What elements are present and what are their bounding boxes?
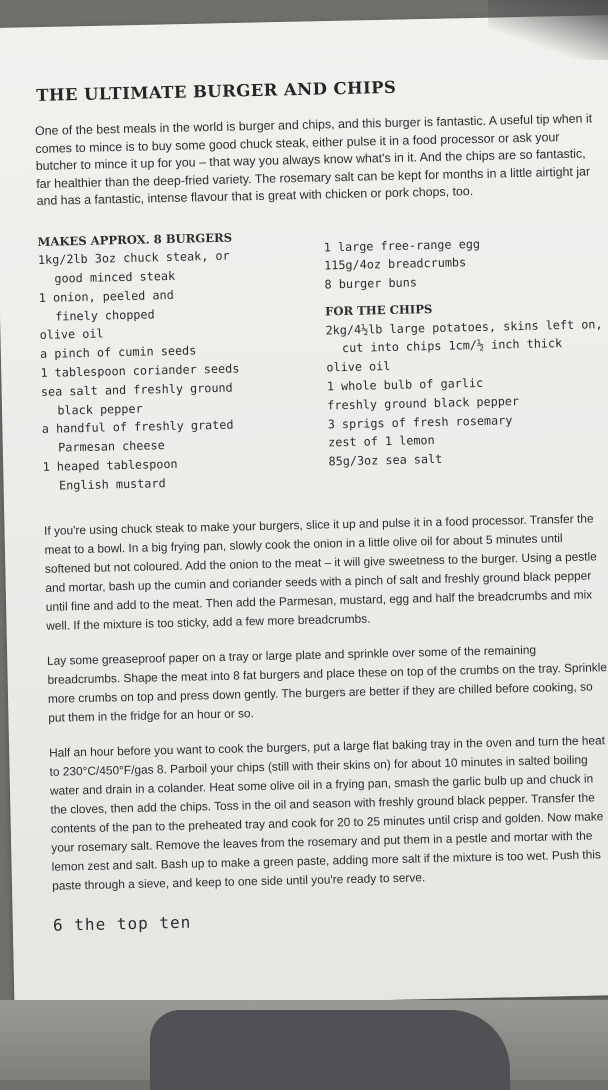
- ingredient-item: 1 whole bulb of garlic: [326, 375, 484, 394]
- ingredient-item: olive oil: [326, 359, 391, 375]
- ingredient-item: 1kg/2lb 3oz chuck steak, or good minced steak: [37, 248, 230, 286]
- ingredient-item: 3 sprigs of fresh rosemary: [327, 412, 513, 432]
- ingredient-item: freshly ground black pepper: [327, 393, 520, 413]
- ingredient-item: 115g/4oz breadcrumbs: [323, 255, 467, 273]
- ingredient-item: 1 large free-range egg: [323, 236, 481, 254]
- ingredient-item: 85g/3oz sea salt: [328, 452, 443, 469]
- ingredient-item: olive oil: [39, 326, 104, 343]
- ingredient-item: sea salt and freshly ground black pepper: [40, 380, 233, 418]
- method-paragraph: Half an hour before you want to cook the burgers, put a large flat baking tray in the oven and turn the heat to 230°C/450°F/gas 8. Parboil your chips (still with their skins on) for about 10 minutes in salted boiling water and drain in a colander. Heat some olive oil in a frying pan, smash the garlic bulb up and chuck in the cloves, then add the chips. Toss in the oil and season with freshly ground black pepper. Transfer the contents of the pan to the preheated tray and cook for 20 to 25 minutes until crisp and golden. Now make your rosemary salt. Remove the leaves from the rosemary and put them in a pestle and mortar with the lemon zest and salt. Bash up to make a green paste, adding more salt if the mixture is too wet. Push this paste through a sieve, and keep to one side until you're ready to serve.: [48, 732, 606, 893]
- ingredient-item: 2kg/4½lb large potatoes, skins left on, cut into chips 1cm/½ inch thick: [325, 316, 603, 356]
- ingredients-right-column: [323, 220, 603, 489]
- intro-paragraph: One of the best meals in the world is burger and chips, and this burger is fantastic. A useful tip when it comes to mince is to buy some good chuck steak, either pulse it in a food processor or ask your butcher to mince it up for you – that way you always know what's in it. And the chips are so fantastic, far healthier than the deep-fried variety. The rosemary salt can be kept for months in a little airtight jar and has a fantastic, intense flavour that is great with chicken or pork chops, too.: [34, 111, 593, 208]
- recipe-content: [34, 73, 608, 934]
- ingredients-section: [37, 220, 603, 496]
- ingredient-item: 1 onion, peeled and finely chopped: [38, 287, 174, 324]
- method-paragraph: If you're using chuck steak to make your burgers, slice it up and pulse it in a food processor. Transfer the meat to a bowl. In a big frying pan, slowly cook the onion in a little olive oil for about 5 minutes until softened but not coloured. Add the onion to the meat – it will give sweetness to the burger. Using a pestle and mortar, bash up the cumin and coriander seeds with a pinch of salt and freshly ground black pepper until fine and add to the meat. Then add the Parmesan, mustard, egg and half the breadcrumbs and mix well. If the mixture is too sticky, add a few more breadcrumbs.: [43, 511, 597, 633]
- recipe-title: THE ULTIMATE BURGER AND CHIPS: [35, 77, 397, 105]
- ingredient-item: a handful of freshly grated Parmesan cheese: [41, 418, 234, 455]
- page-corner-shadow: [488, 0, 608, 60]
- hand-shadow: [150, 1010, 510, 1090]
- ingredient-item: 1 heaped tablespoon English mustard: [42, 456, 178, 493]
- page-footer: 6 the top ten: [52, 912, 192, 935]
- ingredients-left-column: [37, 227, 299, 496]
- ingredient-item: 1 tablespoon coriander seeds: [40, 361, 240, 381]
- ingredient-item: 8 burger buns: [324, 275, 418, 292]
- ingredient-item: a pinch of cumin seeds: [39, 343, 197, 362]
- method-paragraph: Lay some greaseproof paper on a tray or large plate and sprinkle over some of the remaining breadcrumbs. Shape the meat into 8 fat burgers and place these on top of the crumbs on the tray. Sprinkle more crumbs on top and press down gently. The burgers are better if they are chilled before cooking, so put them in the fridge for an hour or so.: [46, 642, 608, 725]
- yield-heading: MAKES APPROX. 8 BURGERS: [37, 230, 233, 249]
- chips-heading: FOR THE CHIPS: [325, 301, 433, 319]
- ingredient-item: zest of 1 lemon: [328, 433, 435, 450]
